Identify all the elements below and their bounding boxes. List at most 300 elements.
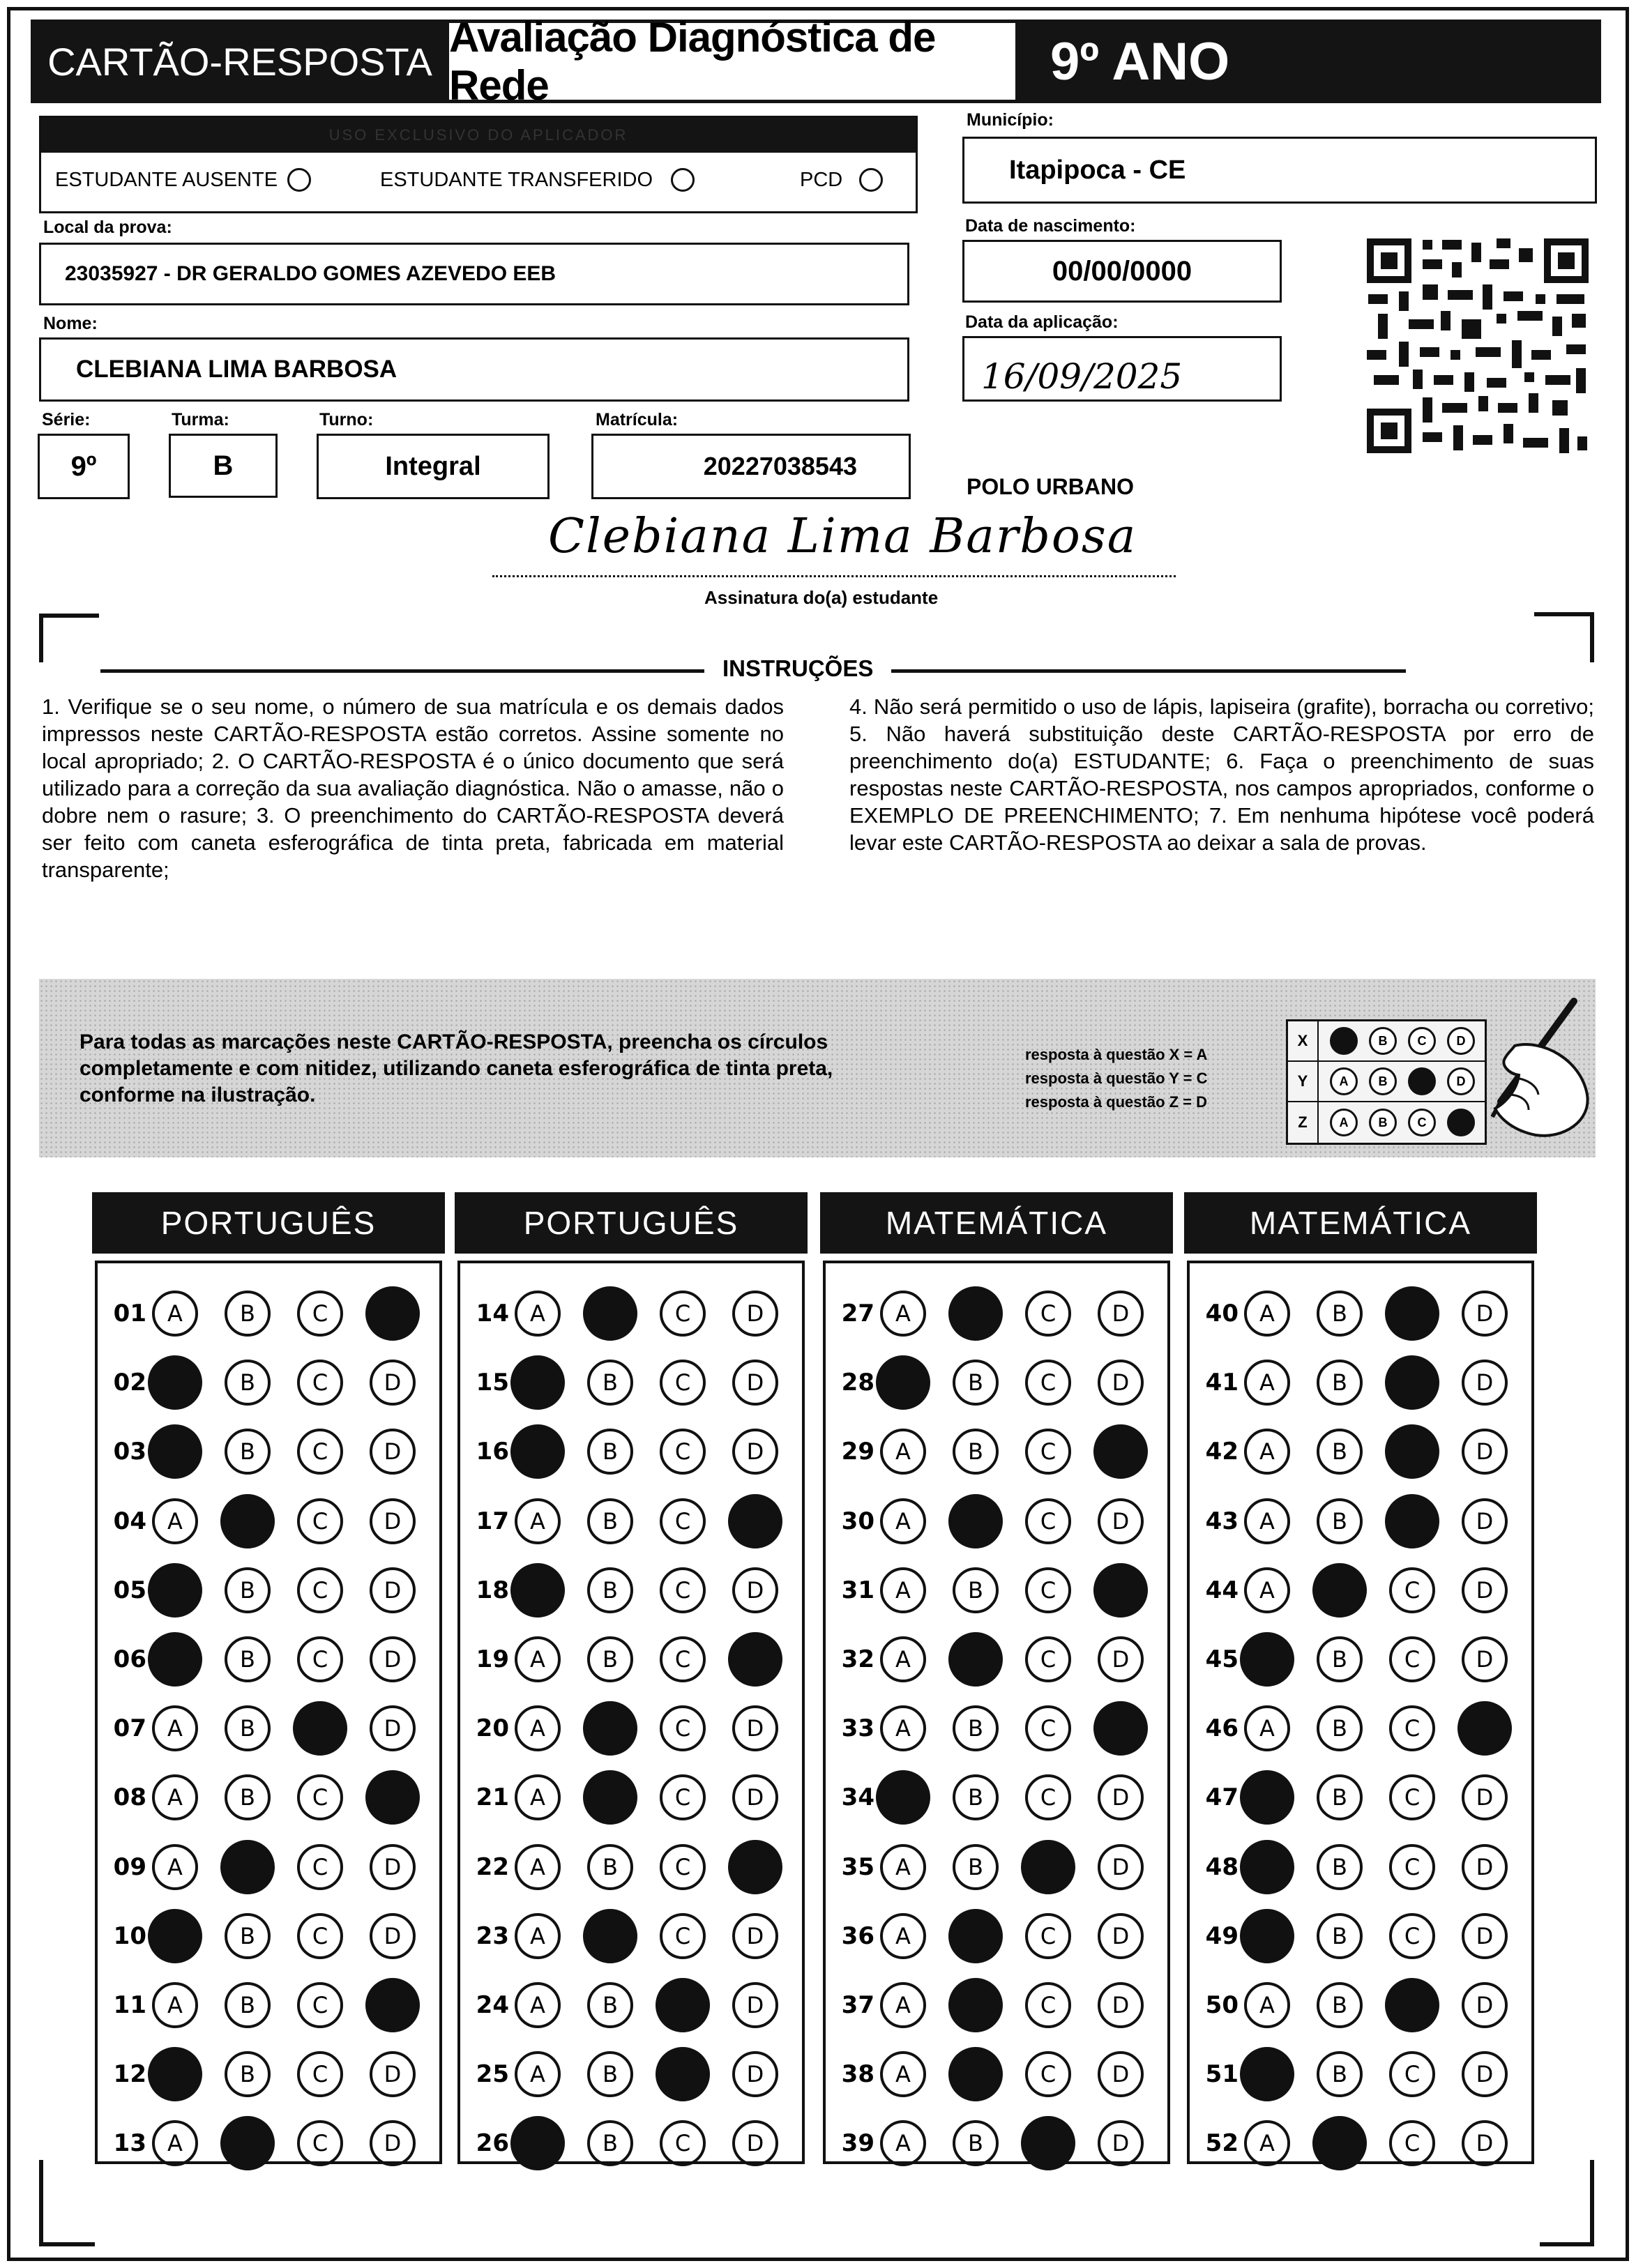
answer-bubble-a[interactable]: A — [515, 1774, 561, 1820]
answer-bubble-b[interactable]: B — [1317, 1360, 1363, 1406]
answer-bubble-c[interactable]: C — [1025, 1567, 1071, 1613]
answer-bubble-a[interactable]: A — [152, 1982, 198, 2028]
answer-bubble-a[interactable]: A — [152, 1844, 198, 1890]
answer-bubble-c[interactable]: C — [660, 1360, 706, 1406]
answer-bubble-c[interactable]: C — [1389, 1705, 1435, 1751]
answer-column — [1187, 1261, 1534, 2164]
answer-bubble-c[interactable]: C — [1389, 2051, 1435, 2097]
question-number: 25 — [476, 2060, 509, 2089]
example-bubble — [1408, 1067, 1436, 1095]
answer-bubble-d[interactable] — [1093, 1701, 1148, 1756]
nascimento-field — [962, 240, 1282, 303]
answer-bubble-c[interactable] — [1385, 1978, 1439, 2032]
answer-bubble-c[interactable] — [293, 1701, 347, 1756]
header-title-center-text: Avaliação Diagnóstica de Rede — [449, 14, 936, 109]
answer-bubble-a[interactable] — [510, 1563, 565, 1618]
option-pcd-label: PCD — [800, 168, 843, 191]
example-row-label: Y — [1288, 1062, 1319, 1101]
answer-bubble-a[interactable] — [510, 2116, 565, 2170]
turma-value: B — [213, 450, 234, 481]
answer-bubble-d[interactable]: D — [1462, 2051, 1508, 2097]
example-row — [1288, 1102, 1485, 1143]
answer-bubble-d[interactable]: D — [1462, 1429, 1508, 1475]
turma-label: Turma: — [172, 410, 229, 429]
question-number: 39 — [841, 2129, 874, 2158]
answer-bubble-c[interactable]: C — [660, 1913, 706, 1959]
answer-bubble-c[interactable] — [1385, 1355, 1439, 1410]
aplicacao-field[interactable] — [962, 336, 1282, 402]
answer-bubble-d[interactable]: D — [370, 2120, 416, 2166]
answer-bubble-d[interactable]: D — [1462, 2120, 1508, 2166]
example-row — [1288, 1062, 1485, 1102]
answer-bubble-a[interactable]: A — [880, 1982, 926, 2028]
answer-bubble-d[interactable]: D — [732, 1705, 778, 1751]
option-absent[interactable] — [55, 168, 311, 192]
answer-bubble-b[interactable]: B — [225, 1360, 271, 1406]
answer-bubble-c[interactable] — [1385, 1424, 1439, 1479]
answer-bubble-b[interactable] — [583, 1701, 637, 1756]
answer-bubble-a[interactable]: A — [152, 1291, 198, 1337]
aplicacao-value: 16/09/2025 — [981, 356, 1183, 397]
answer-bubble-b[interactable]: B — [953, 2120, 999, 2166]
answer-bubble-b[interactable] — [948, 1978, 1003, 2032]
subject-header: PORTUGUÊS — [455, 1192, 808, 1254]
answer-bubble-a[interactable]: A — [1244, 2120, 1290, 2166]
answer-bubble-a[interactable]: A — [515, 1291, 561, 1337]
answer-bubble-a[interactable]: A — [515, 1844, 561, 1890]
answer-bubble-d[interactable]: D — [1462, 1774, 1508, 1820]
answer-bubble-b[interactable] — [948, 2047, 1003, 2101]
answer-bubble-c[interactable]: C — [297, 1913, 343, 1959]
question-row — [1197, 1700, 1508, 1756]
answer-bubble-b[interactable]: B — [953, 1360, 999, 1406]
answer-bubble-d[interactable]: D — [370, 1705, 416, 1751]
answer-bubble-c[interactable]: C — [297, 1360, 343, 1406]
answer-bubble-d[interactable] — [728, 1494, 782, 1548]
answer-bubble-a[interactable]: A — [880, 1498, 926, 1544]
answer-bubble-a[interactable]: A — [1244, 1705, 1290, 1751]
answer-bubble-a[interactable] — [148, 1424, 202, 1479]
answer-bubble-d[interactable]: D — [1098, 1291, 1144, 1337]
answer-bubble-b[interactable]: B — [1317, 1498, 1363, 1544]
question-number: 26 — [476, 2129, 509, 2158]
question-row — [833, 2046, 1144, 2102]
answer-bubble-a[interactable]: A — [152, 1498, 198, 1544]
qr-code-icon — [1364, 236, 1591, 456]
answer-bubble-d[interactable] — [728, 1840, 782, 1894]
answer-bubble-b[interactable] — [948, 1494, 1003, 1548]
question-row — [1197, 1493, 1508, 1549]
answer-bubble-d[interactable]: D — [1462, 1291, 1508, 1337]
question-number: 31 — [841, 1576, 874, 1604]
answer-bubble-b[interactable] — [948, 1632, 1003, 1687]
matricula-label: Matrícula: — [596, 410, 679, 429]
answer-bubble-d[interactable]: D — [370, 1913, 416, 1959]
question-number: 17 — [476, 1507, 509, 1535]
answer-bubble-b[interactable]: B — [587, 1636, 633, 1682]
question-row — [1197, 1424, 1508, 1479]
answer-bubble-b[interactable]: B — [1317, 2051, 1363, 2097]
answer-bubble-c[interactable] — [1385, 1494, 1439, 1548]
answer-bubble-b[interactable]: B — [1317, 1913, 1363, 1959]
answer-bubble-c[interactable] — [1021, 2116, 1075, 2170]
header-title-left — [31, 20, 449, 103]
question-row — [105, 1631, 416, 1687]
answer-bubble-b[interactable]: B — [587, 1429, 633, 1475]
answer-bubble-d[interactable] — [1093, 1424, 1148, 1479]
option-pcd-circle[interactable] — [859, 168, 883, 192]
question-row — [467, 1700, 778, 1756]
answer-bubble-a[interactable]: A — [880, 1291, 926, 1337]
answer-bubble-c[interactable]: C — [660, 2120, 706, 2166]
answer-bubble-b[interactable] — [1312, 1563, 1367, 1618]
answer-bubble-a[interactable] — [1240, 1770, 1294, 1825]
serie-field — [38, 434, 130, 499]
question-number: 07 — [113, 1714, 146, 1743]
answer-bubble-c[interactable]: C — [660, 1636, 706, 1682]
answer-bubble-a[interactable] — [1240, 2047, 1294, 2101]
answer-bubble-d[interactable] — [728, 1632, 782, 1687]
answer-bubble-c[interactable]: C — [1025, 1360, 1071, 1406]
question-row — [833, 1977, 1144, 2033]
answer-bubble-a[interactable] — [148, 2047, 202, 2101]
answer-bubble-b[interactable]: B — [225, 1567, 271, 1613]
answer-bubble-a[interactable]: A — [1244, 1498, 1290, 1544]
question-row — [467, 1631, 778, 1687]
answer-bubble-b[interactable]: B — [953, 1774, 999, 1820]
answer-column — [823, 1261, 1170, 2164]
answer-bubble-d[interactable]: D — [1462, 1844, 1508, 1890]
question-number: 16 — [476, 1438, 509, 1466]
question-row — [105, 1977, 416, 2033]
answer-bubble-b[interactable] — [220, 2116, 275, 2170]
signature-handwriting: Clebiana Lima Barbosa — [548, 509, 1137, 564]
answer-bubble-c[interactable]: C — [660, 1844, 706, 1890]
question-number: 51 — [1205, 2060, 1239, 2089]
answer-bubble-d[interactable]: D — [1462, 1913, 1508, 1959]
answer-bubble-d[interactable]: D — [1098, 1844, 1144, 1890]
option-absent-circle[interactable] — [287, 168, 311, 192]
answer-bubble-c[interactable]: C — [1025, 1774, 1071, 1820]
answer-bubble-c[interactable]: C — [297, 1982, 343, 2028]
option-transferred-circle[interactable] — [671, 168, 695, 192]
answer-bubble-c[interactable]: C — [1025, 1291, 1071, 1337]
nascimento-label: Data de nascimento: — [965, 216, 1136, 236]
answer-bubble-a[interactable]: A — [515, 1498, 561, 1544]
answer-bubble-d[interactable] — [365, 1770, 420, 1825]
answer-bubble-c[interactable]: C — [1025, 1498, 1071, 1544]
example-bubble: A — [1330, 1109, 1358, 1136]
instructions-left: 1. Verifique se o seu nome, o número de sua matrícula e os demais dados impressos neste CARTÃO-RESPOSTA estão corretos. Assine somente no local apropriado; 2. O CARTÃO-RESPOSTA é o único documento que será utilizado para a correção da sua avaliação diagnóstica. Não o amasse, não o dobre nem o rasure; 3. O preenchimento do CARTÃO-RESPOSTA deverá ser feito com caneta esferográfica de tinta preta, fabricada em material transparente; — [42, 694, 784, 882]
answer-bubble-a[interactable]: A — [1244, 1982, 1290, 2028]
answer-bubble-a[interactable] — [1240, 1909, 1294, 1963]
answer-bubble-d[interactable]: D — [732, 1774, 778, 1820]
corner-bottom-right — [1540, 2160, 1594, 2246]
answer-bubble-b[interactable]: B — [953, 1844, 999, 1890]
answer-bubble-b[interactable] — [583, 1909, 637, 1963]
answer-bubble-b[interactable]: B — [1317, 1982, 1363, 2028]
question-row — [467, 1493, 778, 1549]
answer-bubble-a[interactable]: A — [152, 1774, 198, 1820]
answer-bubble-b[interactable]: B — [587, 2051, 633, 2097]
answer-bubble-d[interactable] — [1457, 1701, 1512, 1756]
answer-bubble-a[interactable]: A — [152, 2120, 198, 2166]
answer-bubble-b[interactable] — [948, 1909, 1003, 1963]
answer-bubble-b[interactable]: B — [587, 1844, 633, 1890]
subject-header: PORTUGUÊS — [92, 1192, 445, 1254]
question-row — [105, 1286, 416, 1341]
answer-bubble-c[interactable]: C — [1389, 1844, 1435, 1890]
answer-bubble-a[interactable]: A — [515, 1636, 561, 1682]
example-row-label: X — [1288, 1021, 1319, 1060]
question-row — [833, 2115, 1144, 2171]
answer-bubble-b[interactable]: B — [1317, 1429, 1363, 1475]
answer-bubble-d[interactable]: D — [1098, 2120, 1144, 2166]
answer-bubble-a[interactable]: A — [515, 1913, 561, 1959]
answer-bubble-c[interactable]: C — [1025, 1705, 1071, 1751]
answer-bubble-c[interactable] — [656, 1978, 710, 2032]
question-row — [833, 1493, 1144, 1549]
answer-column — [95, 1261, 442, 2164]
answer-bubble-c[interactable]: C — [297, 1429, 343, 1475]
answer-bubble-a[interactable] — [510, 1424, 565, 1479]
answer-bubble-d[interactable] — [365, 1978, 420, 2032]
example-text: Para todas as marcações neste CARTÃO-RESPOSTA, preencha os círculos completamente e com nitidez, utilizando caneta esferográfica de tinta preta, conforme na ilustração. — [79, 1030, 833, 1106]
answer-bubble-d[interactable]: D — [1462, 1360, 1508, 1406]
question-row — [833, 1424, 1144, 1479]
answer-bubble-d[interactable]: D — [1098, 1498, 1144, 1544]
answer-bubble-c[interactable]: C — [660, 1705, 706, 1751]
answer-bubble-d[interactable]: D — [1098, 2051, 1144, 2097]
answer-bubble-c[interactable]: C — [1025, 1429, 1071, 1475]
answer-bubble-b[interactable]: B — [225, 1774, 271, 1820]
answer-bubble-b[interactable]: B — [953, 1705, 999, 1751]
question-number: 01 — [113, 1300, 146, 1327]
option-pcd[interactable] — [800, 168, 883, 192]
answer-bubble-d[interactable]: D — [370, 1360, 416, 1406]
option-transferred[interactable] — [380, 168, 695, 192]
answer-bubble-b[interactable]: B — [587, 1498, 633, 1544]
answer-bubble-b[interactable]: B — [1317, 1291, 1363, 1337]
answer-bubble-d[interactable]: D — [1098, 1982, 1144, 2028]
answer-bubble-b[interactable]: B — [225, 1913, 271, 1959]
answer-bubble-c[interactable]: C — [660, 1498, 706, 1544]
answer-bubble-a[interactable] — [876, 1355, 930, 1410]
answer-bubble-a[interactable] — [148, 1909, 202, 1963]
question-row — [1197, 1839, 1508, 1895]
applicator-box — [39, 116, 918, 213]
question-row — [467, 1562, 778, 1618]
answer-bubble-c[interactable]: C — [1389, 2120, 1435, 2166]
question-number: 09 — [113, 1852, 146, 1881]
answer-bubble-a[interactable] — [148, 1355, 202, 1410]
answer-bubble-d[interactable]: D — [1098, 1636, 1144, 1682]
answer-bubble-b[interactable]: B — [587, 1982, 633, 2028]
answer-bubble-b[interactable]: B — [225, 1705, 271, 1751]
answer-bubble-b[interactable]: B — [587, 1360, 633, 1406]
answer-bubble-d[interactable]: D — [1098, 1360, 1144, 1406]
question-number: 45 — [1205, 1645, 1239, 1673]
question-number: 29 — [841, 1438, 874, 1466]
answer-bubble-a[interactable]: A — [880, 1567, 926, 1613]
answer-bubble-d[interactable]: D — [1462, 1567, 1508, 1613]
answer-bubble-d[interactable]: D — [370, 1429, 416, 1475]
answer-bubble-b[interactable]: B — [225, 1982, 271, 2028]
answer-bubble-c[interactable] — [1021, 1840, 1075, 1894]
answer-bubble-a[interactable]: A — [1244, 1567, 1290, 1613]
answer-bubble-d[interactable]: D — [370, 1567, 416, 1613]
answer-bubble-c[interactable]: C — [1389, 1913, 1435, 1959]
question-number: 35 — [841, 1852, 874, 1881]
answer-bubble-a[interactable]: A — [880, 1705, 926, 1751]
turma-field — [169, 434, 278, 498]
answer-bubble-d[interactable]: D — [732, 2051, 778, 2097]
question-row — [105, 1770, 416, 1825]
answer-bubble-d[interactable]: D — [732, 1913, 778, 1959]
answer-bubble-a[interactable]: A — [1244, 1291, 1290, 1337]
answer-bubble-a[interactable]: A — [880, 2051, 926, 2097]
answer-bubble-d[interactable]: D — [1098, 1774, 1144, 1820]
answer-bubble-d[interactable]: D — [732, 1291, 778, 1337]
answer-bubble-b[interactable]: B — [587, 2120, 633, 2166]
answer-bubble-a[interactable] — [148, 1563, 202, 1618]
answer-bubble-a[interactable]: A — [515, 1705, 561, 1751]
answer-bubble-c[interactable]: C — [1389, 1567, 1435, 1613]
answer-bubble-d[interactable]: D — [1098, 1913, 1144, 1959]
answer-bubble-b[interactable]: B — [225, 1429, 271, 1475]
answer-bubble-d[interactable]: D — [732, 1982, 778, 2028]
answer-bubble-c[interactable]: C — [660, 1291, 706, 1337]
answer-bubble-d[interactable] — [365, 1286, 420, 1341]
answer-bubble-c[interactable]: C — [297, 1636, 343, 1682]
answer-bubble-a[interactable] — [148, 1632, 202, 1687]
question-row — [833, 1839, 1144, 1895]
answer-bubble-a[interactable] — [510, 1355, 565, 1410]
answer-bubble-c[interactable]: C — [1389, 1774, 1435, 1820]
answer-bubble-d[interactable]: D — [370, 1844, 416, 1890]
answer-bubble-d[interactable]: D — [370, 2051, 416, 2097]
nome-label: Nome: — [43, 314, 98, 333]
answer-bubble-b[interactable]: B — [953, 1429, 999, 1475]
question-number: 19 — [476, 1645, 509, 1673]
option-transferred-label: ESTUDANTE TRANSFERIDO — [380, 168, 653, 191]
answer-bubble-a[interactable]: A — [515, 2051, 561, 2097]
question-row — [1197, 1770, 1508, 1825]
answer-bubble-c[interactable]: C — [1025, 1636, 1071, 1682]
answer-bubble-b[interactable]: B — [1317, 1636, 1363, 1682]
header-title-right — [1015, 20, 1601, 103]
question-row — [833, 1770, 1144, 1825]
question-row — [833, 1700, 1144, 1756]
question-row — [105, 1839, 416, 1895]
answer-bubble-b[interactable] — [583, 1770, 637, 1825]
answer-bubble-c[interactable]: C — [660, 1429, 706, 1475]
turno-value: Integral — [385, 451, 481, 481]
answer-bubble-b[interactable] — [583, 1286, 637, 1341]
applicator-band-title: USO EXCLUSIVO DO APLICADOR — [328, 126, 628, 144]
signature-line[interactable] — [492, 508, 1176, 577]
answer-bubble-a[interactable] — [1240, 1632, 1294, 1687]
answer-bubble-a[interactable] — [1240, 1840, 1294, 1894]
answer-bubble-b[interactable]: B — [953, 1567, 999, 1613]
answer-bubble-a[interactable]: A — [515, 1982, 561, 2028]
answer-bubble-d[interactable]: D — [732, 1567, 778, 1613]
answer-bubble-a[interactable]: A — [152, 1705, 198, 1751]
answer-bubble-b[interactable]: B — [225, 1636, 271, 1682]
answer-bubble-b[interactable] — [220, 1840, 275, 1894]
question-row — [833, 1355, 1144, 1410]
question-number: 24 — [476, 1991, 509, 2019]
question-number: 34 — [841, 1783, 874, 1812]
question-row — [467, 1424, 778, 1479]
answer-bubble-a[interactable]: A — [880, 1844, 926, 1890]
turno-label: Turno: — [319, 410, 374, 429]
answer-bubble-a[interactable]: A — [880, 2120, 926, 2166]
answer-bubble-a[interactable]: A — [880, 1429, 926, 1475]
option-absent-label: ESTUDANTE AUSENTE — [55, 168, 278, 191]
answer-bubble-c[interactable]: C — [297, 1567, 343, 1613]
answer-bubble-b[interactable]: B — [1317, 1705, 1363, 1751]
answer-bubble-d[interactable]: D — [370, 1498, 416, 1544]
answer-bubble-a[interactable]: A — [880, 1636, 926, 1682]
answer-bubble-d[interactable]: D — [1462, 1498, 1508, 1544]
answer-bubble-c[interactable]: C — [297, 1498, 343, 1544]
answer-bubble-d[interactable] — [1093, 1563, 1148, 1618]
answer-bubble-c[interactable]: C — [1025, 1913, 1071, 1959]
answer-bubble-d[interactable]: D — [1462, 1636, 1508, 1682]
answer-bubble-b[interactable] — [1312, 2116, 1367, 2170]
answer-bubble-a[interactable]: A — [1244, 1429, 1290, 1475]
question-row — [1197, 1908, 1508, 1964]
question-number: 52 — [1205, 2129, 1239, 2158]
question-number: 41 — [1205, 1369, 1239, 1397]
answer-bubble-b[interactable]: B — [225, 2051, 271, 2097]
answer-bubble-c[interactable] — [1385, 1286, 1439, 1341]
answer-bubble-d[interactable]: D — [1462, 1982, 1508, 2028]
answer-bubble-a[interactable]: A — [880, 1913, 926, 1959]
answer-bubble-b[interactable]: B — [587, 1567, 633, 1613]
answer-bubble-c[interactable]: C — [1025, 1982, 1071, 2028]
answer-bubble-c[interactable]: C — [1025, 2051, 1071, 2097]
answer-bubble-c[interactable]: C — [660, 1567, 706, 1613]
answer-bubble-d[interactable]: D — [732, 2120, 778, 2166]
answer-bubble-d[interactable]: D — [732, 1360, 778, 1406]
question-number: 27 — [841, 1300, 874, 1327]
question-number: 47 — [1205, 1783, 1239, 1812]
question-row — [1197, 1977, 1508, 2033]
answer-bubble-c[interactable]: C — [297, 2120, 343, 2166]
answer-bubble-b[interactable] — [948, 1286, 1003, 1341]
answer-bubble-c[interactable]: C — [660, 1774, 706, 1820]
answer-bubble-c[interactable]: C — [297, 1774, 343, 1820]
answer-bubble-b[interactable]: B — [1317, 1844, 1363, 1890]
answer-bubble-a[interactable]: A — [1244, 1360, 1290, 1406]
answer-bubble-d[interactable]: D — [732, 1429, 778, 1475]
answer-bubble-c[interactable]: C — [297, 2051, 343, 2097]
answer-bubble-c[interactable]: C — [297, 1291, 343, 1337]
answer-bubble-a[interactable] — [876, 1770, 930, 1825]
question-number: 10 — [113, 1921, 146, 1950]
answer-bubble-c[interactable]: C — [1389, 1636, 1435, 1682]
answer-bubble-c[interactable]: C — [297, 1844, 343, 1890]
answer-bubble-d[interactable]: D — [370, 1636, 416, 1682]
answer-bubble-b[interactable]: B — [1317, 1774, 1363, 1820]
question-row — [467, 1770, 778, 1825]
answer-bubble-b[interactable] — [220, 1494, 275, 1548]
question-row — [105, 2115, 416, 2171]
answer-bubble-c[interactable] — [656, 2047, 710, 2101]
answer-bubble-b[interactable]: B — [225, 1291, 271, 1337]
